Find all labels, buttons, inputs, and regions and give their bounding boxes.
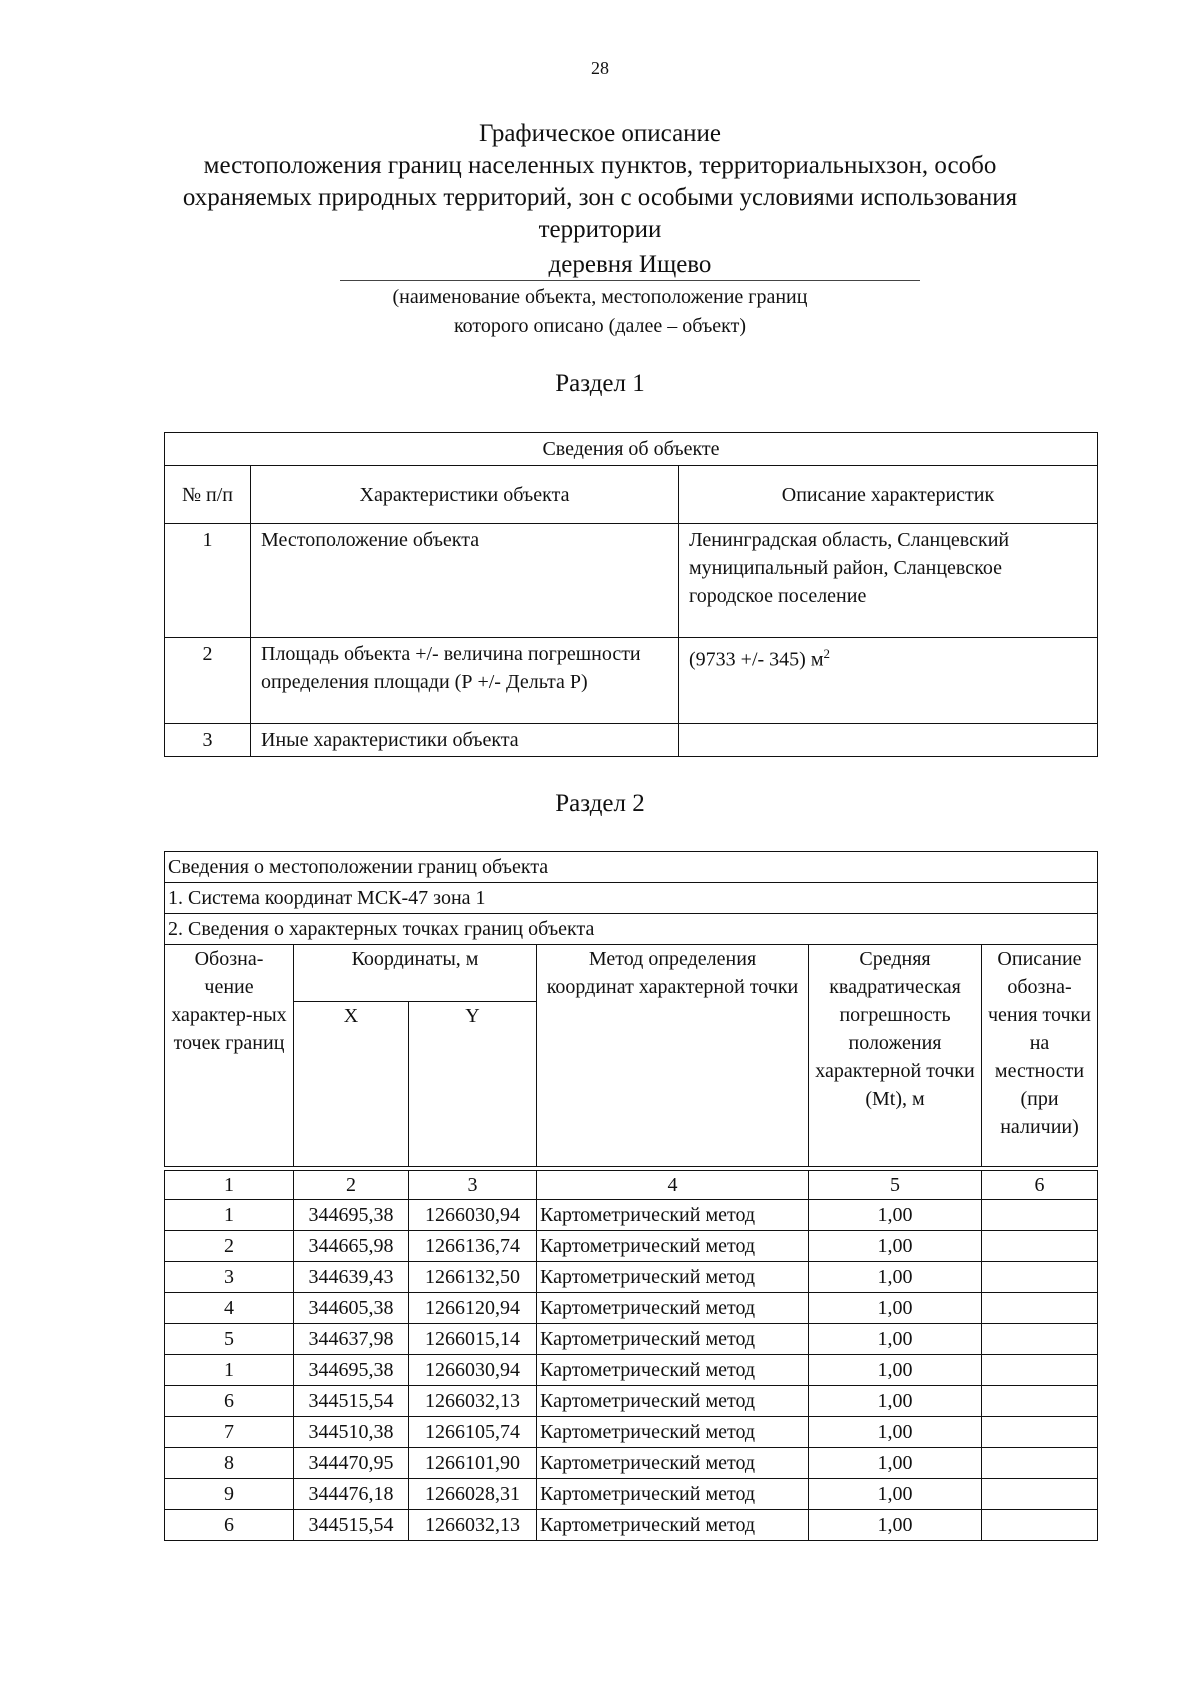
coordinate-y: 1266132,50 (409, 1262, 537, 1293)
coordinate-x: 344639,43 (294, 1262, 409, 1293)
row-description: Ленинградская область, Сланцевский муниципальный район, Сланцевское городское поселение (679, 524, 1098, 638)
area-value: (9733 +/- 345) м (689, 648, 824, 671)
column-header-coords: Координаты, м (294, 945, 537, 1002)
column-number: 6 (982, 1171, 1098, 1200)
row-no: 2 (165, 638, 251, 724)
method: Картометрический метод (537, 1510, 809, 1541)
table-row (165, 524, 1098, 638)
table-row (165, 1200, 1098, 1231)
page-number: 28 (591, 58, 609, 78)
title-line-4: территории (538, 216, 662, 243)
point-label: 7 (165, 1417, 294, 1448)
coordinate-system: 1. Система координат МСК-47 зона 1 (165, 883, 1098, 914)
point-label: 9 (165, 1479, 294, 1510)
area-unit-superscript: 2 (823, 646, 830, 661)
method: Картометрический метод (537, 1355, 809, 1386)
column-number: 1 (165, 1171, 294, 1200)
point-label: 6 (165, 1386, 294, 1417)
point-description (982, 1200, 1098, 1231)
object-name-caption (0, 283, 1200, 341)
method: Картометрический метод (537, 1479, 809, 1510)
row-characteristic: Иные характеристики объекта (251, 724, 679, 757)
column-header-method: Метод определения координат характерной точки (537, 945, 809, 1167)
section-2-title: Раздел 2 (555, 790, 645, 817)
column-number: 5 (809, 1171, 982, 1200)
row-description (679, 638, 1098, 724)
coordinate-x: 344695,38 (294, 1355, 409, 1386)
coordinate-x: 344470,95 (294, 1448, 409, 1479)
point-label: 5 (165, 1324, 294, 1355)
method: Картометрический метод (537, 1293, 809, 1324)
section-1-title: Раздел 1 (555, 370, 645, 397)
table-title: Сведения об объекте (165, 433, 1098, 466)
table-row (165, 724, 1098, 757)
error-value: 1,00 (809, 1417, 982, 1448)
point-description (982, 1448, 1098, 1479)
table-row (165, 1262, 1098, 1293)
table-row (165, 1510, 1098, 1541)
coordinate-y: 1266136,74 (409, 1231, 537, 1262)
column-header-y: Y (409, 1002, 537, 1167)
table-row (165, 1355, 1098, 1386)
point-description (982, 1231, 1098, 1262)
error-value: 1,00 (809, 1386, 982, 1417)
column-header-designation: Обозна-чение характер-ных точек границ (165, 945, 294, 1167)
coordinate-y: 1266101,90 (409, 1448, 537, 1479)
table-row (165, 1324, 1098, 1355)
caption-line-1: (наименование объекта, местоположение границ (392, 286, 808, 308)
method: Картометрический метод (537, 1200, 809, 1231)
table-row (165, 1386, 1098, 1417)
error-value: 1,00 (809, 1293, 982, 1324)
point-description (982, 1324, 1098, 1355)
column-header-description: Описание характеристик (679, 466, 1098, 524)
error-value: 1,00 (809, 1355, 982, 1386)
object-info-table (164, 432, 1098, 757)
coordinate-y: 1266120,94 (409, 1293, 537, 1324)
column-header-x: X (294, 1002, 409, 1167)
boundary-points-table (164, 851, 1098, 1541)
row-no: 3 (165, 724, 251, 757)
table-row (165, 1231, 1098, 1262)
document-title (0, 118, 1200, 246)
error-value: 1,00 (809, 1479, 982, 1510)
row-no: 1 (165, 524, 251, 638)
point-label: 1 (165, 1200, 294, 1231)
coordinate-y: 1266105,74 (409, 1417, 537, 1448)
point-description (982, 1417, 1098, 1448)
point-description (982, 1355, 1098, 1386)
table-row (165, 638, 1098, 724)
caption-line-2: которого описано (далее – объект) (453, 315, 747, 337)
point-label: 1 (165, 1355, 294, 1386)
title-line-1: Графическое описание (478, 120, 722, 147)
coordinate-y: 1266032,13 (409, 1386, 537, 1417)
coordinate-x: 344515,54 (294, 1510, 409, 1541)
coordinate-y: 1266028,31 (409, 1479, 537, 1510)
table-row (165, 1417, 1098, 1448)
column-number: 4 (537, 1171, 809, 1200)
point-description (982, 1386, 1098, 1417)
point-description (982, 1510, 1098, 1541)
error-value: 1,00 (809, 1510, 982, 1541)
coordinate-x: 344515,54 (294, 1386, 409, 1417)
point-label: 2 (165, 1231, 294, 1262)
column-number: 3 (409, 1171, 537, 1200)
method: Картометрический метод (537, 1386, 809, 1417)
coordinate-x: 344665,98 (294, 1231, 409, 1262)
coordinate-y: 1266015,14 (409, 1324, 537, 1355)
coordinate-x: 344476,18 (294, 1479, 409, 1510)
method: Картометрический метод (537, 1262, 809, 1293)
row-characteristic: Местоположение объекта (251, 524, 679, 638)
method: Картометрический метод (537, 1417, 809, 1448)
column-numbers-row (165, 1171, 1098, 1200)
object-name: деревня Ищево (340, 250, 920, 281)
coordinate-y: 1266032,13 (409, 1510, 537, 1541)
table-row (165, 1293, 1098, 1324)
point-description (982, 1293, 1098, 1324)
point-label: 4 (165, 1293, 294, 1324)
method: Картометрический метод (537, 1324, 809, 1355)
coordinate-x: 344510,38 (294, 1417, 409, 1448)
points-title: 2. Сведения о характерных точках границ объекта (165, 914, 1098, 945)
column-header-point-description: Описание обозна-чения точки на местности (при наличии) (982, 945, 1098, 1167)
point-description (982, 1479, 1098, 1510)
title-line-3: охраняемых природных территорий, зон с особыми условиями использования (182, 184, 1018, 211)
point-label: 3 (165, 1262, 294, 1293)
coordinate-y: 1266030,94 (409, 1355, 537, 1386)
coordinate-y: 1266030,94 (409, 1200, 537, 1231)
title-line-2: местоположения границ населенных пунктов, территориальныхзон, особо (203, 152, 997, 179)
table-row (165, 1479, 1098, 1510)
error-value: 1,00 (809, 1262, 982, 1293)
coordinate-x: 344695,38 (294, 1200, 409, 1231)
point-label: 8 (165, 1448, 294, 1479)
coordinate-x: 344637,98 (294, 1324, 409, 1355)
column-header-no: № п/п (165, 466, 251, 524)
error-value: 1,00 (809, 1324, 982, 1355)
point-label: 6 (165, 1510, 294, 1541)
coordinate-x: 344605,38 (294, 1293, 409, 1324)
column-number: 2 (294, 1171, 409, 1200)
column-header-characteristic: Характеристики объекта (251, 466, 679, 524)
row-characteristic: Площадь объекта +/- величина погрешности определения площади (Р +/- Дельта Р) (251, 638, 679, 724)
method: Картометрический метод (537, 1231, 809, 1262)
error-value: 1,00 (809, 1231, 982, 1262)
column-header-error: Средняя квадратическая погрешность положения характерной точки (Mt), м (809, 945, 982, 1167)
error-value: 1,00 (809, 1448, 982, 1479)
point-description (982, 1262, 1098, 1293)
table-title: Сведения о местоположении границ объекта (165, 852, 1098, 883)
table-row (165, 1448, 1098, 1479)
error-value: 1,00 (809, 1200, 982, 1231)
row-description (679, 724, 1098, 757)
method: Картометрический метод (537, 1448, 809, 1479)
